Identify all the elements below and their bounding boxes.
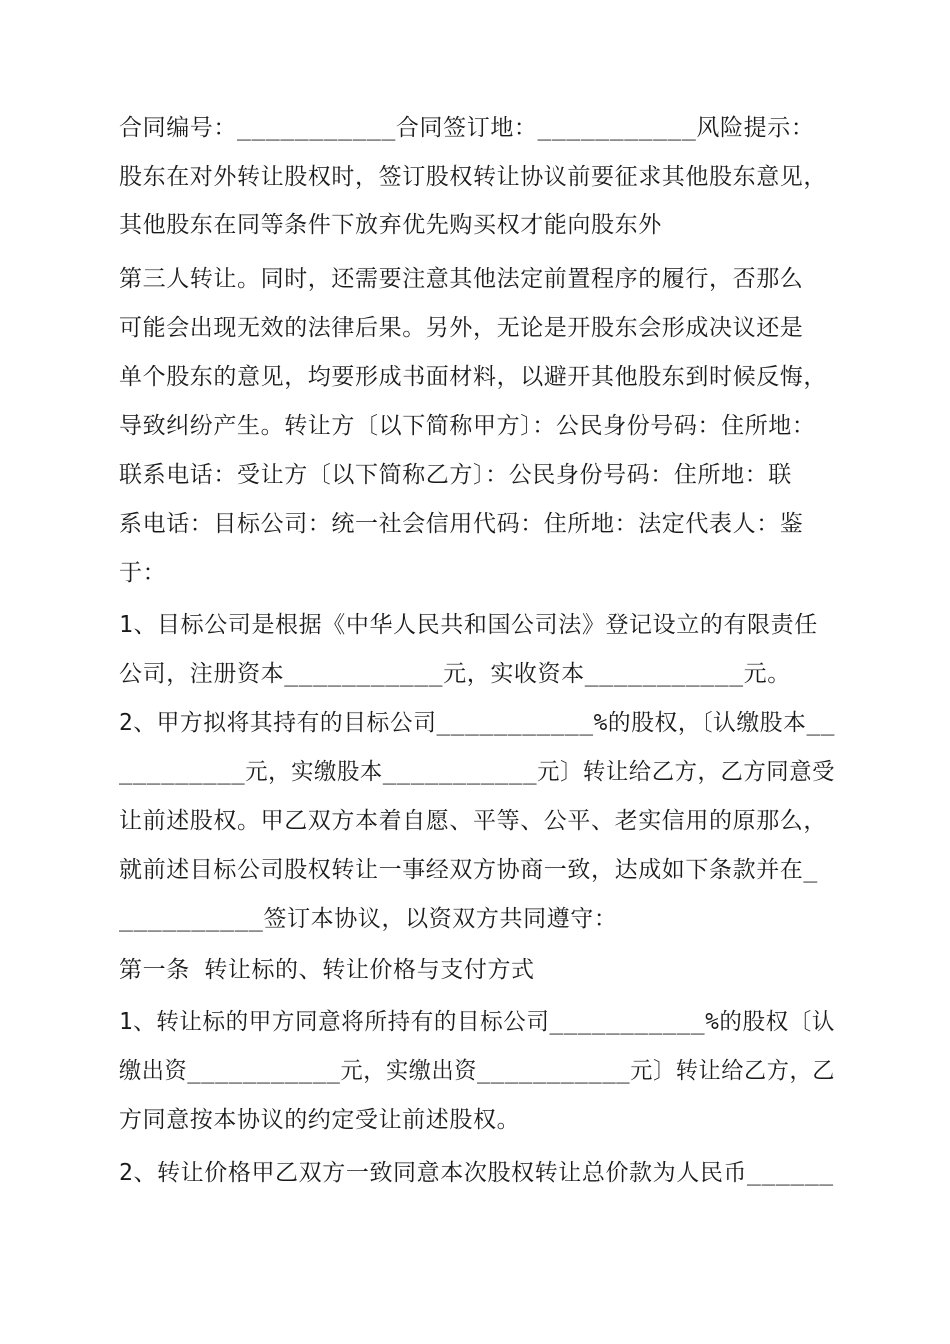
body-text-line: 可能会出现无效的法律后果。另外，无论是开股东会形成决议还是 (119, 315, 804, 341)
clause-line: 公司，注册资本___________元，实收资本___________元。 (119, 661, 791, 687)
clause-line: 缴出资___________元，实缴出资___________元〕转让给乙方，乙 (119, 1058, 835, 1084)
clause-line: 就前述目标公司股权转让一事经双方协商一致，达成如下条款并在_ (119, 857, 818, 883)
contract-header-line: 合同编号：___________合同签订地：___________风险提示： (119, 115, 815, 141)
clause-line: __________签订本协议，以资双方共同遵守： (119, 906, 618, 932)
clause-line: 2、甲方拟将其持有的目标公司___________%的股权，〔认缴股本__ (119, 710, 836, 736)
clause-line: 1、目标公司是根据《中华人民共和国公司法》登记设立的有限责任 (119, 612, 818, 638)
clause-line: 让前述股权。甲乙双方本着自愿、平等、公平、老实信用的原那么， (119, 808, 827, 834)
clause-line: 2、转让价格甲乙双方一致同意本次股权转让总价款为人民币______ (119, 1160, 834, 1186)
clause-line: 方同意按本协议的约定受让前述股权。 (119, 1107, 521, 1133)
body-text-line: 于： (119, 560, 167, 586)
body-text-line: 其他股东在同等条件下放弃优先购买权才能向股东外 (119, 212, 662, 238)
article-heading: 第一条 转让标的、转让价格与支付方式 (119, 957, 535, 983)
body-text-line: 第三人转让。同时，还需要注意其他法定前置程序的履行，否那么 (119, 266, 804, 292)
clause-line: _________元，实缴股本___________元〕转让给乙方，乙方同意受 (119, 759, 836, 785)
clause-line: 1、转让标的甲方同意将所持有的目标公司___________%的股权〔认 (119, 1009, 836, 1035)
body-text-line: 股东在对外转让股权时，签订股权转让协议前要征求其他股东意见， (119, 164, 827, 190)
body-text-line: 系电话：目标公司：统一社会信用代码：住所地：法定代表人：鉴 (119, 511, 804, 537)
body-text-line: 联系电话：受让方〔以下简称乙方〕：公民身份号码：住所地：联 (119, 462, 792, 488)
body-text-line: 单个股东的意见，均要形成书面材料，以避开其他股东到时候反悔， (119, 364, 827, 390)
body-text-line: 导致纠纷产生。转让方〔以下简称甲方〕：公民身份号码：住所地： (119, 413, 816, 439)
